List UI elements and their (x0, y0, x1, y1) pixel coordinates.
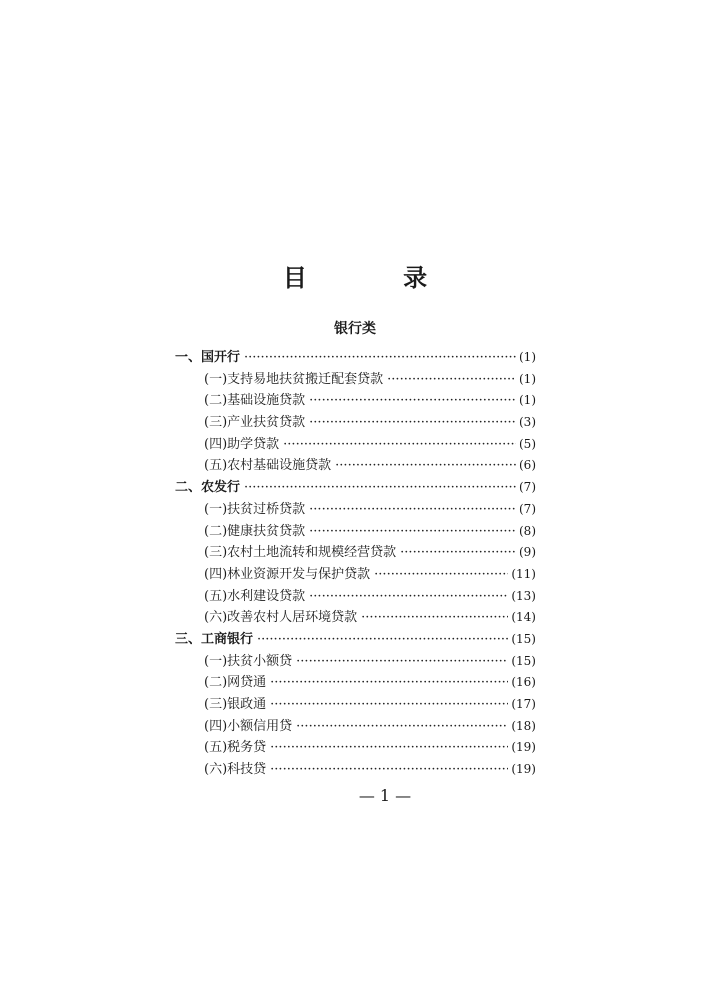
toc-entry-number: (三) (204, 415, 228, 431)
toc-page-number: (7) (519, 480, 536, 495)
toc-entry-title: 农村土地流转和规模经营贷款 (227, 545, 397, 561)
table-of-contents (175, 347, 536, 781)
toc-dot-leader (257, 629, 508, 651)
toc-section-entry (175, 672, 536, 694)
toc-entry-number: (三) (204, 697, 228, 712)
toc-entry-label (204, 586, 309, 608)
toc-section-entry (175, 369, 536, 391)
toc-entry-label (175, 629, 257, 651)
toc-section-entry (175, 521, 536, 543)
toc-page-number: (1) (519, 350, 536, 364)
toc-section-entry (175, 716, 536, 738)
toc-chapter-entry (175, 629, 536, 651)
toc-entry-title: 支持易地扶贫搬迁配套贷款 (227, 371, 384, 387)
toc-entry-number: (二) (204, 523, 228, 539)
toc-entry-number: (五) (204, 458, 228, 474)
toc-dot-leader (270, 672, 508, 694)
toc-entry-title: 助学贷款 (227, 436, 280, 452)
toc-entry-title: 银政通 (227, 697, 267, 712)
toc-entry-title: 税务贷 (227, 740, 267, 756)
toc-entry-label (204, 564, 374, 586)
toc-entry-number: (六) (204, 762, 228, 778)
toc-entry-label (204, 390, 309, 412)
toc-entry-title: 改善农村人居环境贷款 (227, 610, 358, 626)
toc-entry-number: (一) (204, 653, 228, 669)
section-heading: 银行类 (334, 321, 376, 337)
toc-section-entry (175, 564, 536, 586)
toc-entry-number: 三、 (175, 631, 202, 647)
toc-dot-leader (335, 455, 516, 477)
toc-entry-title: 农发行 (201, 480, 241, 496)
toc-page-number: (11) (511, 566, 536, 581)
toc-entry-title: 农村基础设施贷款 (227, 458, 332, 474)
toc-section-entry (175, 390, 536, 412)
toc-entry-label (204, 759, 270, 781)
toc-section-entry (175, 651, 536, 673)
toc-chapter-entry (175, 477, 536, 499)
toc-entry-label (204, 412, 309, 434)
toc-entry-label (175, 477, 244, 499)
toc-entry-title: 网贷通 (227, 675, 267, 691)
toc-entry-number: (一) (204, 371, 228, 387)
toc-dot-leader (244, 477, 516, 499)
toc-dot-leader (309, 390, 516, 412)
toc-entry-title: 林业资源开发与保护贷款 (227, 566, 371, 582)
toc-dot-leader (309, 521, 516, 543)
toc-entry-number: (五) (204, 588, 228, 604)
toc-section-entry (175, 586, 536, 608)
toc-dot-leader (270, 759, 508, 781)
toc-page-number: (15) (511, 631, 536, 646)
toc-entry-label (204, 369, 387, 391)
toc-dot-leader (309, 499, 516, 521)
toc-entry-title: 扶贫小额贷 (227, 653, 293, 669)
toc-entry-label (204, 607, 361, 629)
toc-page-number: (19) (511, 740, 536, 755)
toc-entry-number: (四) (204, 718, 228, 734)
toc-entry-number: (二) (204, 393, 228, 409)
toc-entry-number: (二) (204, 675, 228, 691)
toc-entry-title: 科技贷 (227, 762, 267, 778)
toc-entry-title: 产业扶贫贷款 (227, 415, 306, 431)
toc-section-entry (175, 412, 536, 434)
toc-entry-label (175, 347, 244, 369)
toc-entry-label (204, 737, 270, 759)
toc-page-number: (17) (511, 697, 536, 711)
toc-dot-leader (244, 347, 516, 369)
toc-entry-label (204, 672, 270, 694)
toc-dot-leader (270, 694, 508, 716)
toc-entry-title: 小额信用贷 (227, 718, 293, 734)
toc-dot-leader (296, 651, 508, 673)
toc-page-number: (6) (519, 458, 536, 473)
toc-chapter-entry (175, 347, 536, 369)
toc-entry-label (204, 455, 335, 477)
toc-page-number: (16) (511, 675, 536, 690)
toc-entry-label (204, 521, 309, 543)
toc-entry-number: 一、 (175, 350, 202, 365)
toc-entry-label (204, 499, 309, 521)
toc-entry-title: 水利建设贷款 (227, 588, 306, 604)
toc-entry-number: (五) (204, 740, 228, 756)
toc-dot-leader (270, 737, 508, 759)
toc-entry-title: 健康扶贫贷款 (227, 523, 306, 539)
page-title: 目 录 (282, 263, 472, 292)
toc-entry-label (204, 651, 296, 673)
toc-entry-number: 二、 (175, 480, 202, 496)
toc-page-number: (13) (511, 588, 536, 603)
toc-dot-leader (361, 607, 508, 629)
toc-section-entry (175, 542, 536, 564)
toc-entry-label (204, 542, 400, 564)
toc-page-number: (9) (519, 545, 536, 560)
toc-section-entry (175, 759, 536, 781)
toc-section-entry (175, 455, 536, 477)
toc-section-entry (175, 499, 536, 521)
toc-page-number: (18) (511, 718, 536, 733)
toc-section-entry (175, 434, 536, 456)
toc-section-entry (175, 607, 536, 629)
toc-page-number: (19) (511, 762, 536, 777)
toc-page-number: (8) (519, 523, 536, 538)
toc-entry-number: (六) (204, 610, 228, 626)
toc-dot-leader (309, 586, 508, 608)
toc-dot-leader (374, 564, 508, 586)
toc-dot-leader (309, 412, 516, 434)
toc-entry-label (204, 716, 296, 738)
toc-entry-title: 基础设施贷款 (227, 393, 306, 409)
toc-entry-title: 扶贫过桥贷款 (227, 501, 306, 517)
toc-entry-label (204, 694, 270, 716)
toc-entry-number: (四) (204, 436, 228, 452)
toc-dot-leader (387, 369, 516, 391)
toc-entry-title: 国开行 (201, 350, 241, 365)
toc-dot-leader (296, 716, 508, 738)
toc-entry-number: (四) (204, 566, 228, 582)
toc-section-entry (175, 694, 536, 716)
toc-page-number: (1) (519, 371, 536, 386)
toc-entry-label (204, 434, 283, 456)
toc-entry-number: (一) (204, 501, 228, 517)
toc-page-number: (15) (511, 653, 536, 668)
toc-dot-leader (400, 542, 516, 564)
page-number: — 1 — (358, 786, 412, 805)
toc-page-number: (14) (511, 610, 536, 625)
toc-page-number: (3) (519, 415, 536, 430)
toc-dot-leader (283, 434, 516, 456)
toc-page-number: (7) (519, 501, 536, 516)
toc-page-number: (1) (519, 393, 536, 408)
toc-entry-number: (三) (204, 545, 228, 561)
toc-entry-title: 工商银行 (201, 631, 254, 647)
toc-section-entry (175, 737, 536, 759)
toc-page-number: (5) (519, 436, 536, 451)
